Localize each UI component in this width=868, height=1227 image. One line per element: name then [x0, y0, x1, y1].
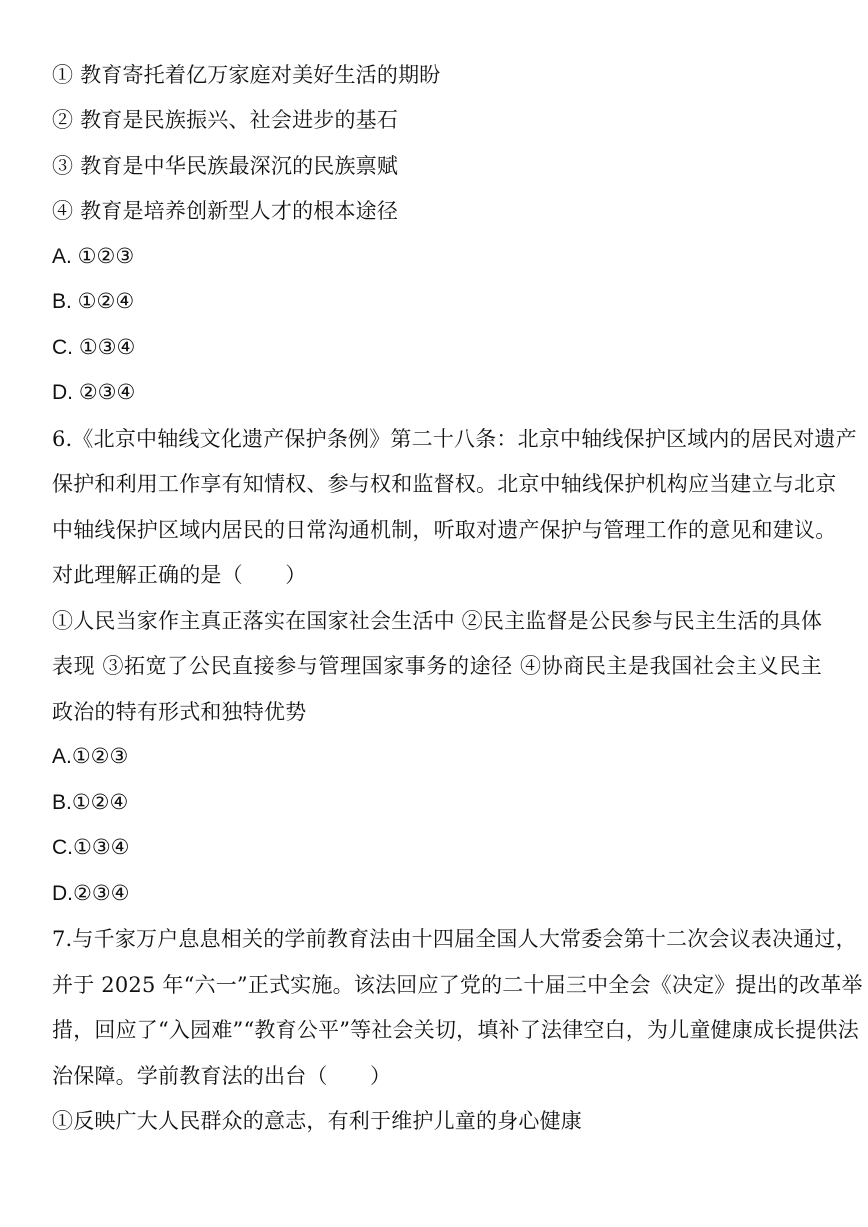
q6-items-line-3: 政治的特有形式和独特优势: [52, 700, 307, 724]
q5-item-3: ③ 教育是中华民族最深沉的民族禀赋: [52, 154, 399, 178]
q7-stem-line-2: 并于 2025 年“六一”正式实施。该法回应了党的二十届三中全会《决定》提出的改革举: [52, 973, 863, 997]
q7-stem-line-1: 7.与千家万户息息相关的学前教育法由十四届全国人大常委会第十二次会议表决通过，: [52, 927, 857, 951]
q6-stem-line-4: 对此理解正确的是（ ）: [52, 563, 307, 587]
q5-option-d: D. ②③④: [52, 381, 136, 404]
q6-stem-line-3: 中轴线保护区域内居民的日常沟通机制，听取对遗产保护与管理工作的意见和建议。: [52, 518, 837, 542]
q7-stem-line-4: 治保障。学前教育法的出台（ ）: [52, 1064, 392, 1088]
q7-item-1: ①反映广大人民群众的意志，有利于维护儿童的身心健康: [52, 1109, 582, 1133]
q5-option-b: B. ①②④: [52, 290, 135, 313]
q6-items-line-1: ①人民当家作主真正落实在国家社会生活中 ②民主监督是公民参与民主生活的具体: [52, 609, 823, 633]
q5-item-2: ② 教育是民族振兴、社会进步的基石: [52, 108, 399, 132]
q5-option-c: C. ①③④: [52, 336, 136, 359]
q5-option-a: A. ①②③: [52, 245, 135, 268]
q6-option-c: C.①③④: [52, 836, 130, 859]
q6-items-line-2: 表现 ③拓宽了公民直接参与管理国家事务的途径 ④协商民主是我国社会主义民主: [52, 654, 822, 678]
q6-stem-line-1: 6.《北京中轴线文化遗产保护条例》第二十八条：北京中轴线保护区域内的居民对遗产: [52, 427, 857, 451]
q7-stem-line-3: 措，回应了“入园难”“教育公平”等社会关切，填补了法律空白，为儿童健康成长提供法: [52, 1018, 859, 1042]
q6-option-d: D.②③④: [52, 882, 130, 905]
q5-item-4: ④ 教育是培养创新型人才的根本途径: [52, 199, 399, 223]
q5-item-1: ① 教育寄托着亿万家庭对美好生活的期盼: [52, 63, 441, 87]
q6-option-a: A.①②③: [52, 745, 129, 768]
q6-stem-line-2: 保护和利用工作享有知情权、参与权和监督权。北京中轴线保护机构应当建立与北京: [52, 472, 837, 496]
q6-option-b: B.①②④: [52, 791, 129, 814]
